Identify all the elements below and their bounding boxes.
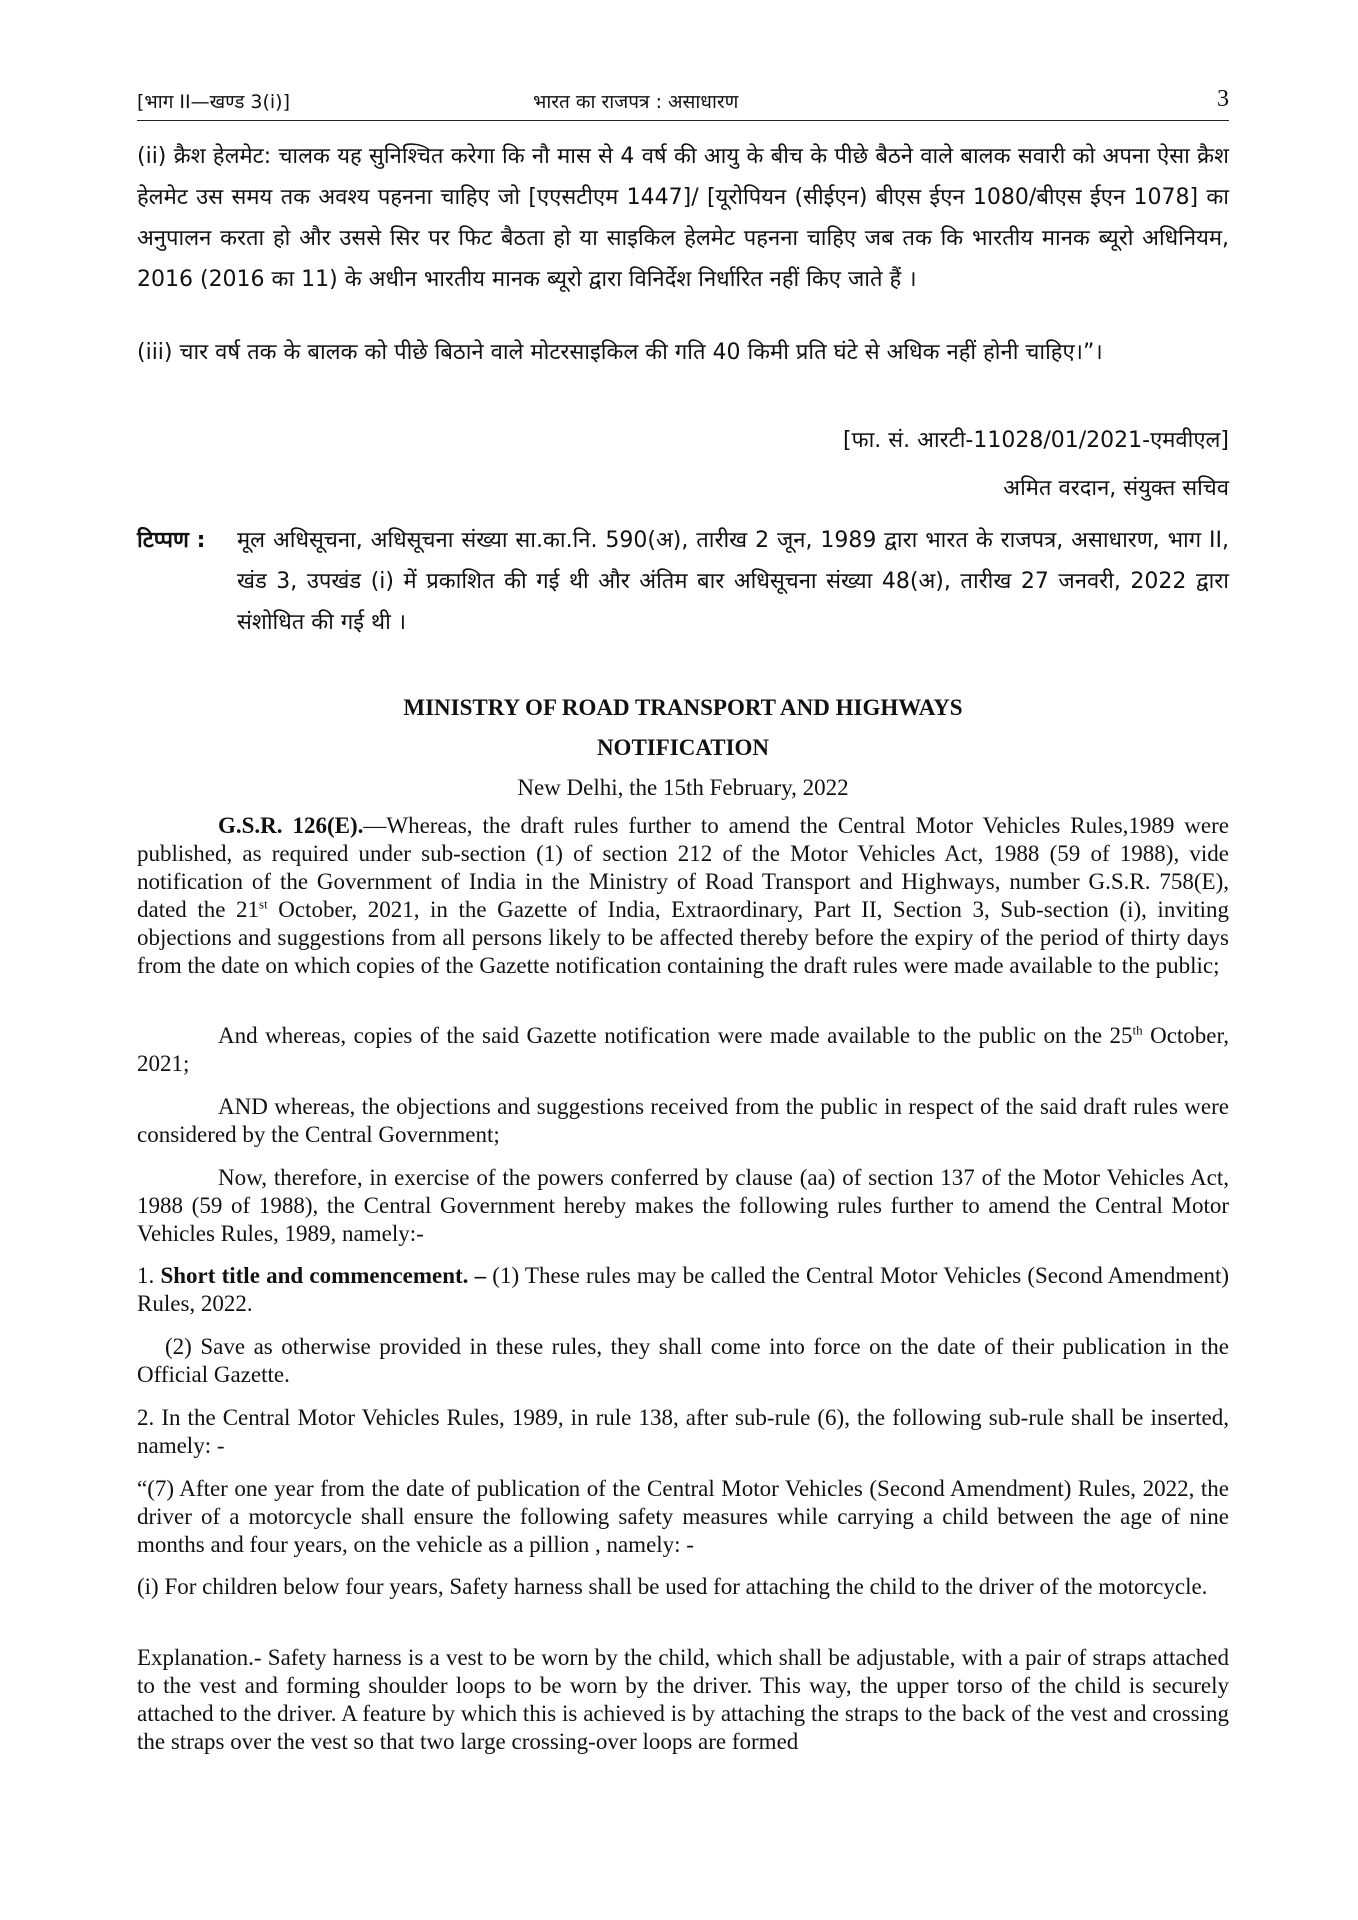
preamble-1b: October, 2021, in the Gazette of India, Extraordinary, Part II, Section 3, Sub-section (i), inviting objections and suggestions from all persons likely to be affected thereby before the expiry of the period of thirty days from the date on which copies of the Gazette notification containing the draft rules were made available to the public;: [137, 897, 1229, 978]
hindi-file-number: [137, 420, 1229, 461]
hindi-footnote: [137, 520, 1229, 643]
notification-heading: [137, 734, 1229, 762]
notification-title: NOTIFICATION: [596, 735, 770, 760]
rule-2: [137, 1404, 1229, 1460]
preamble-1a: —Whereas, the draft rules further to amend the Central Motor Vehicles Rules,1989 were published, as required under sub-section (1) of section 212 of the Motor Vehicles Act, 1988 (59 of 1988), vide notification of the Government of India in the Ministry of Road Transport and Highways, number G.S.R. 758(E), dated the 21: [137, 813, 1229, 922]
preamble-paragraph-1: [137, 812, 1229, 980]
rule-1-text: (1) These rules may be called the Central Motor Vehicles (Second Amendment) Rules, 2022.: [137, 1263, 1229, 1316]
header-part-section: [भाग II—खण्ड 3(i)]: [137, 91, 291, 113]
page-number: 3: [1217, 86, 1229, 112]
dateline-text: New Delhi, the 15th February, 2022: [517, 775, 849, 800]
clause-i: [137, 1573, 1229, 1601]
rule-1-number: 1.: [137, 1263, 161, 1288]
hindi-clause-ii-text: (ii) क्रैश हेलमेट: चालक यह सुनिश्चित करेगा कि नौ मास से 4 वर्ष की आयु के बीच के पीछे बैठने वाले बालक सवारी को अपना ऐसा क्रैश हेलमेट उस समय तक अवश्य पहनना चाहिए जो [एएसटीएम 1447]/ [यूरोपियन (सीईएन) बीएस ईएन 1080/बीएस ईएन 1078] का अनुपालन करता हो और उससे सिर पर फिट बैठता हो या साइकिल हेलमेट पहनना चाहिए जब तक कि भारतीय मानक ब्यूरो अधिनियम, 2016 (2016 का 11) के अधीन भारतीय मानक ब्यूरो द्वारा विनिर्देश निर्धारित नहीं किए जाते हैं ।: [137, 144, 1229, 292]
rule-1: [137, 1262, 1229, 1318]
subrule-7-text: “(7) After one year from the date of publication of the Central Motor Vehicles (Second Amendment) Rules, 2022, the driver of a motorcycle shall ensure the following safety measures while carrying a child between the age of nine months and four years, on the vehicle as a pillion , namely: -: [137, 1476, 1229, 1557]
signatory-text: अमित वरदान, संयुक्त सचिव: [1003, 476, 1229, 501]
file-number-text: [फा. सं. आरटी-11028/01/2021-एमवीएल]: [843, 428, 1229, 453]
preamble-2b: October, 2021;: [137, 1023, 1229, 1076]
explanation: [137, 1644, 1229, 1756]
preamble-3-text: AND whereas, the objections and suggestions received from the public in respect of the said draft rules were considered by the Central Government;: [137, 1094, 1229, 1147]
hindi-signatory: [137, 468, 1229, 509]
preamble-paragraph-3: [137, 1093, 1229, 1149]
rule-1-subrule-2-text: (2) Save as otherwise provided in these rules, they shall come into force on the date of their publication in the Official Gazette.: [137, 1334, 1229, 1387]
explanation-text: Explanation.- Safety harness is a vest to be worn by the child, which shall be adjustable, with a pair of straps attached to the vest and forming shoulder loops to be worn by the driver. This way, the upper torso of the child is securely attached to the driver. A feature by which this is achieved is by attaching the straps to the back of the vest and crossing the straps over the vest so that two large crossing-over loops are formed: [137, 1645, 1229, 1754]
rule-1-subrule-2: [137, 1333, 1229, 1389]
preamble-1-superscript: st: [259, 896, 268, 912]
preamble-2-superscript: th: [1132, 1022, 1143, 1038]
preamble-paragraph-2: [137, 1022, 1229, 1078]
page-header: [137, 86, 1229, 121]
ministry-heading: [137, 694, 1229, 722]
preamble-2a: And whereas, copies of the said Gazette notification were made available to the public on the 25: [218, 1023, 1133, 1048]
preamble-paragraph-4: [137, 1164, 1229, 1248]
dateline: [137, 774, 1229, 802]
hindi-clause-iii-text: (iii) चार वर्ष तक के बालक को पीछे बिठाने वाले मोटरसाइकिल की गति 40 किमी प्रति घंटे से अधिक नहीं होनी चाहिए।”।: [137, 340, 1103, 365]
rule-2-text: 2. In the Central Motor Vehicles Rules, 1989, in rule 138, after sub-rule (6), the following sub-rule shall be inserted, namely: -: [137, 1405, 1229, 1458]
ministry-title: MINISTRY OF ROAD TRANSPORT AND HIGHWAYS: [403, 695, 963, 720]
clause-i-text: (i) For children below four years, Safety harness shall be used for attaching the child to the driver of the motorcycle.: [137, 1574, 1208, 1599]
gsr-number: G.S.R. 126(E).: [218, 813, 364, 838]
preamble-4-text: Now, therefore, in exercise of the powers conferred by clause (aa) of section 137 of the Motor Vehicles Act, 1988 (59 of 1988), the Central Government hereby makes the following rules further to amend the Central Motor Vehicles Rules, 1989, namely:-: [137, 1165, 1229, 1246]
footnote-text: मूल अधिसूचना, अधिसूचना संख्या सा.का.नि. 590(अ), तारीख 2 जून, 1989 द्वारा भारत के राजपत्र, असाधारण, भाग II, खंड 3, उपखंड (i) में प्रकाशित की गई थी और अंतिम बार अधिसूचना संख्या 48(अ), तारीख 27 जनवरी, 2022 द्वारा संशोधित की गई थी ।: [237, 528, 1229, 635]
footnote-label: टिप्पण :: [137, 528, 206, 553]
rule-1-title: Short title and commencement. –: [160, 1263, 487, 1288]
subrule-7: [137, 1475, 1229, 1559]
header-gazette-title: भारत का राजपत्र : असाधारण: [533, 91, 739, 113]
hindi-clause-iii: [137, 332, 1229, 373]
hindi-clause-ii: [137, 136, 1229, 300]
